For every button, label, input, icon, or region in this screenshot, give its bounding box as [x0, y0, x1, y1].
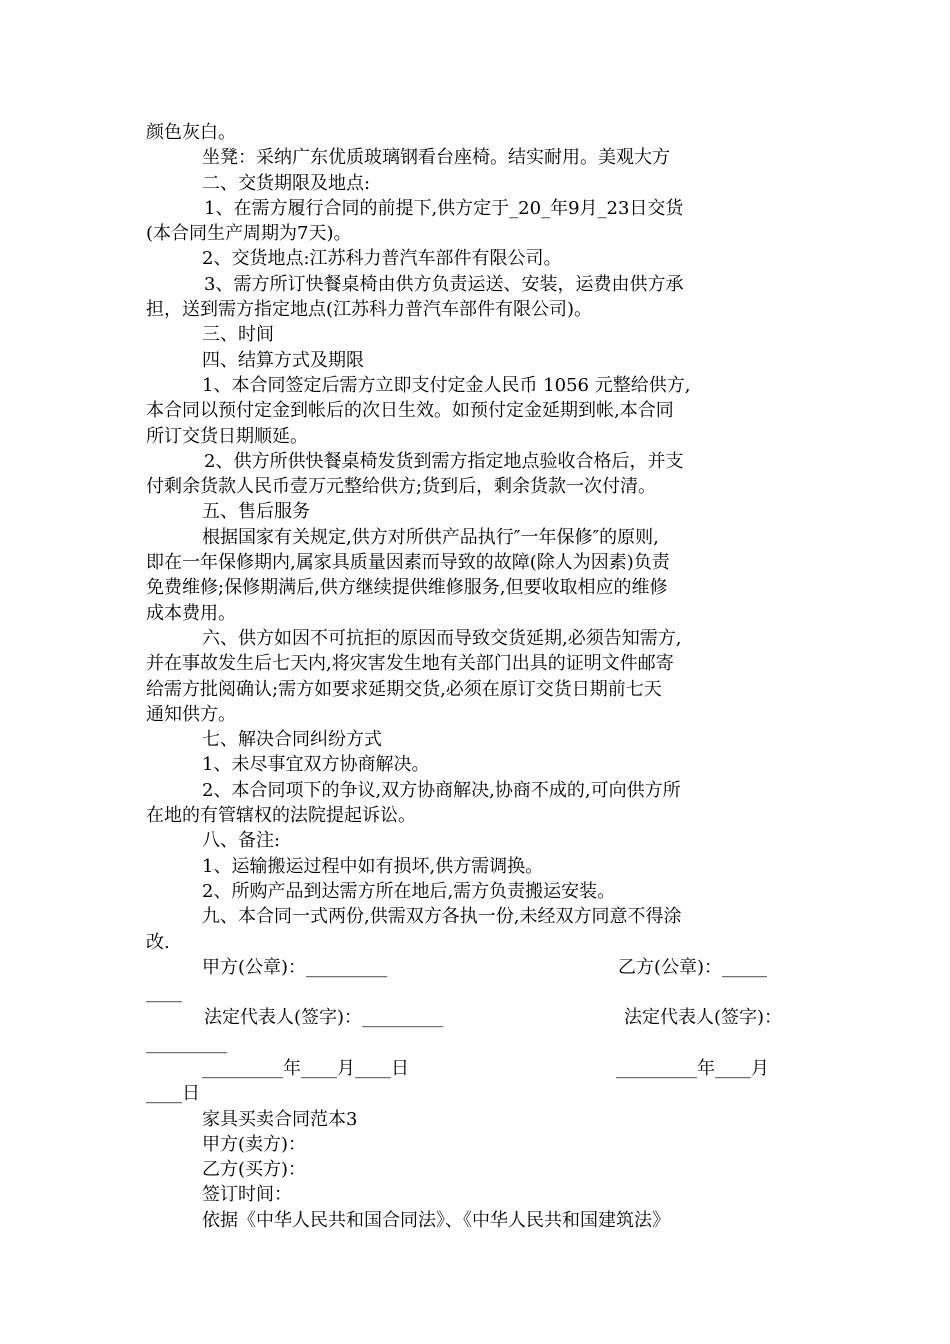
party-b-seal-label: 乙方(公章)：_____ [618, 956, 768, 978]
signature-line-parties [146, 955, 810, 980]
text-line: 依据《中华人民共和国合同法》、《中华人民共和国建筑法》 [202, 1209, 670, 1231]
section-heading: 二、交货期限及地点: [202, 172, 371, 194]
text-line: 免费维修;保修期满后,供方继续提供维修服务,但要收取相应的维修 [146, 577, 668, 599]
section-heading: 三、时间 [202, 324, 274, 346]
text-line: 改. [146, 931, 170, 953]
text-line: 坐凳：采纳广东优质玻璃钢看台座椅。结实耐用。美观大方 [202, 147, 670, 169]
party-a-date: _________年____月____日 [202, 1057, 409, 1079]
section-heading: 八、备注: [202, 830, 281, 852]
section-heading: 五、售后服务 [202, 501, 310, 523]
text-line: 2、供方所供快餐桌椅发货到需方指定地点验收合格后，并支 [204, 450, 684, 472]
text-line: 给需方批阅确认;需方如要求延期交货,必须在原订交货日期前七天 [146, 678, 662, 700]
party-a-representative-label: 法定代表人(签字)：_________ [204, 1007, 444, 1029]
text-line: 2、本合同项下的争议,双方协商解决,协商不成的,可向供方所 [202, 779, 681, 801]
text-line: ____ [146, 982, 182, 1004]
text-line: 所订交货日期顺延。 [146, 425, 308, 447]
document-title: 家具买卖合同范本3 [202, 1108, 358, 1130]
text-line: 即在一年保修期内,属家具质量因素而导致的故障(除人为因素)负责 [146, 552, 670, 574]
contract-document [146, 120, 810, 1233]
text-line: 1、本合同签定后需方立即支付定金人民币 1056 元整给供方, [202, 374, 691, 396]
signature-line-representatives [146, 1005, 810, 1030]
section-heading: 七、解决合同纠纷方式 [202, 729, 382, 751]
text-line: 2、交货地点:江苏科力普汽车部件有限公司。 [202, 248, 562, 270]
party-a-seal-label: 甲方(公章)：_________ [202, 956, 388, 978]
text-line: 1、运输搬运过程中如有损坏,供方需调换。 [202, 855, 544, 877]
party-a-seller-label: 甲方(卖方)： [202, 1133, 307, 1155]
section-heading: 九、本合同一式两份,供需双方各执一份,未经双方同意不得涂 [202, 906, 682, 928]
text-line: _________ [146, 1032, 227, 1054]
party-b-representative-label: 法定代表人(签字)： [624, 1007, 783, 1029]
party-b-buyer-label: 乙方(买方)： [202, 1159, 307, 1181]
text-line: 付剩余货款人民币壹万元整给供方;货到后，剩余货款一次付清。 [146, 476, 657, 498]
text-line: 根据国家有关规定,供方对所供产品执行″一年保修″的原则, [202, 526, 659, 548]
text-line: 1、在需方履行合同的前提下,供方定于_20_年9月_23日交货 [204, 197, 684, 219]
text-line: 3、需方所订快餐桌椅由供方负责运送、安装，运费由供方承 [204, 273, 684, 295]
party-b-date: _________年____月 [616, 1057, 769, 1079]
section-heading: 六、供方如因不可抗拒的原因而导致交货延期,必须告知需方, [202, 627, 682, 649]
text-line: 1、未尽事宜双方协商解决。 [202, 754, 430, 776]
signing-time-label: 签订时间： [202, 1184, 292, 1206]
text-line: (本合同生产周期为7天)。 [146, 223, 352, 245]
text-line: 本合同以预付定金到帐后的次日生效。如预付定金延期到帐,本合同 [146, 400, 674, 422]
text-line: 颜色灰白。 [146, 122, 236, 143]
section-heading: 四、结算方式及期限 [202, 349, 364, 371]
text-line: ____日 [146, 1083, 200, 1105]
text-line: 担，送到需方指定地点(江苏科力普汽车部件有限公司)。 [146, 299, 593, 321]
text-line: 通知供方。 [146, 703, 236, 725]
text-line: 成本费用。 [146, 602, 236, 624]
signature-line-dates [146, 1056, 810, 1081]
text-line: 在地的有管辖权的法院提起诉讼。 [146, 805, 416, 827]
text-line: 2、所购产品到达需方所在地后,需方负责搬运安装。 [202, 880, 616, 902]
text-line: 并在事故发生后七天内,将灾害发生地有关部门出具的证明文件邮寄 [146, 653, 674, 675]
